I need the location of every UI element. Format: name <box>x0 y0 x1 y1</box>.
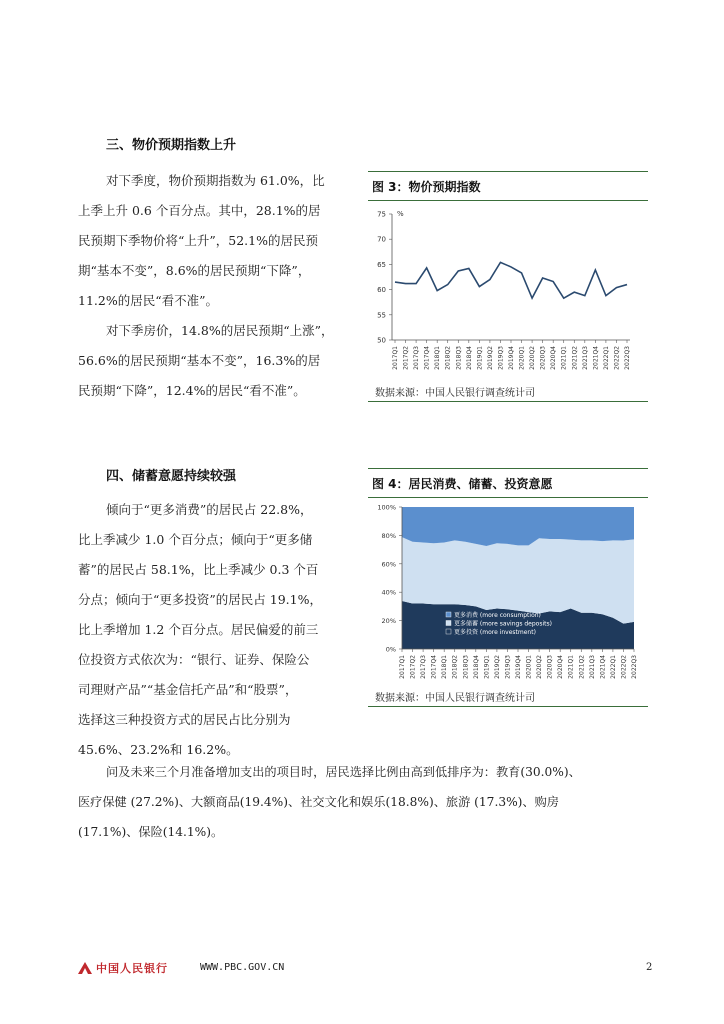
figure-3-source: 数据来源：中国人民银行调查统计司 <box>375 388 535 399</box>
x-tick-label: 2020Q3 <box>539 346 547 370</box>
text-line: 对下季度，物价预期指数为 61.0%，比 <box>106 173 325 188</box>
x-tick-label: 2017Q3 <box>413 346 421 370</box>
x-tick-label: 2021Q2 <box>571 346 579 370</box>
x-tick-label: 2017Q1 <box>392 346 399 370</box>
text-line: 45.6%、23.2%和 16.2%。 <box>78 742 239 757</box>
x-tick-label: 2019Q3 <box>497 346 505 370</box>
section-4-paragraph <box>78 495 352 765</box>
y-tick-label: 55 <box>377 311 386 320</box>
area-series <box>402 507 634 546</box>
figure-3 <box>368 171 648 201</box>
y-tick-label: 50 <box>377 336 386 345</box>
x-tick-label: 2021Q3 <box>588 655 596 679</box>
x-tick-label: 2018Q3 <box>455 346 463 370</box>
footer-logo-text: 中国人民银行 <box>96 962 168 975</box>
section-3-heading: 三、物价预期指数上升 <box>106 138 237 153</box>
x-tick-label: 2018Q4 <box>465 346 473 370</box>
text-line: 对下季房价，14.8%的居民预期“上涨”， <box>106 323 334 338</box>
x-tick-label: 2020Q1 <box>525 655 533 679</box>
y-tick-label: 40% <box>381 588 396 597</box>
text-line: 比上季减少 1.0 个百分点；倾向于“更多储 <box>78 532 313 547</box>
x-tick-label: 2021Q3 <box>581 346 589 370</box>
x-tick-label: 2019Q4 <box>508 346 515 370</box>
x-tick-label: 2022Q1 <box>602 346 610 370</box>
y-tick-label: 70 <box>377 235 386 244</box>
text-line: 问及未来三个月准备增加支出的项目时，居民选择比例由高到低排序为：教育(30.0%)、 <box>106 765 581 779</box>
y-tick-label: 80% <box>381 531 396 540</box>
x-tick-label: 2020Q4 <box>557 655 565 679</box>
legend-label: 更多储蓄 (more savings deposits) <box>454 620 552 628</box>
x-tick-label: 2022Q3 <box>631 655 638 679</box>
x-tick-label: 2021Q1 <box>567 655 575 679</box>
section-4-heading: 四、储蓄意愿持续较强 <box>106 469 237 484</box>
x-tick-label: 2020Q2 <box>529 346 537 370</box>
y-tick-label: 60% <box>381 560 396 569</box>
y-tick-label: 60 <box>377 286 386 295</box>
y-tick-label: 20% <box>381 617 396 626</box>
x-tick-label: 2017Q2 <box>402 346 410 370</box>
section-3-paragraph-2 <box>78 316 352 406</box>
text-line: 医疗保健 (27.2%)、大额商品(19.4%)、社交文化和娱乐(18.8%)、旅游 (17.3%)、购房 <box>78 795 559 809</box>
x-tick-label: 2021Q4 <box>592 346 600 370</box>
x-tick-label: 2018Q3 <box>462 655 470 679</box>
text-line: 民预期“下降”，12.4%的居民“看不准”。 <box>78 383 306 398</box>
text-line: 期“基本不变”，8.6%的居民预期“下降”， <box>78 263 311 278</box>
text-line: 倾向于“更多消费”的居民占 22.8%， <box>106 502 313 517</box>
legend-swatch <box>446 612 451 617</box>
text-line: 上季上升 0.6 个百分点。其中，28.1%的居 <box>78 203 321 218</box>
x-tick-label: 2018Q2 <box>451 655 459 679</box>
x-tick-label: 2020Q3 <box>546 655 554 679</box>
x-tick-label: 2019Q2 <box>493 655 501 679</box>
x-tick-label: 2022Q1 <box>609 655 617 679</box>
figure-4 <box>368 468 648 498</box>
x-tick-label: 2019Q4 <box>515 655 522 679</box>
legend-label: 更多消费 (more consumption) <box>454 612 541 619</box>
text-line: (17.1%)、保险(14.1%)。 <box>78 825 224 839</box>
x-tick-label: 2018Q1 <box>434 346 442 370</box>
x-tick-label: 2019Q1 <box>476 346 484 370</box>
pboc-emblem-icon <box>78 962 92 974</box>
text-line: 位投资方式依次为：“银行、证券、保险公 <box>78 652 310 667</box>
text-line: 11.2%的居民“看不准”。 <box>78 293 218 308</box>
x-tick-label: 2017Q4 <box>423 346 431 370</box>
closing-paragraph <box>78 757 652 847</box>
legend-swatch <box>446 621 451 626</box>
figure-4-chart <box>368 499 648 685</box>
x-tick-label: 2019Q1 <box>483 655 491 679</box>
x-tick-label: 2018Q2 <box>444 346 452 370</box>
page-number: 2 <box>646 962 653 973</box>
x-tick-label: 2021Q4 <box>599 655 607 679</box>
text-line: 比上季增加 1.2 个百分点。居民偏爱的前三 <box>78 622 319 637</box>
series-line-price-expectation <box>395 262 627 298</box>
legend-swatch <box>446 629 451 634</box>
x-tick-label: 2018Q1 <box>441 655 449 679</box>
legend-label: 更多投资 (more investment) <box>454 629 536 636</box>
text-line: 分点；倾向于“更多投资”的居民占 19.1%， <box>78 592 322 607</box>
x-tick-label: 2017Q1 <box>399 655 406 679</box>
x-tick-label: 2018Q4 <box>472 655 480 679</box>
x-tick-label: 2019Q2 <box>486 346 494 370</box>
y-tick-label: 0% <box>385 645 396 654</box>
x-tick-label: 2020Q4 <box>550 346 558 370</box>
text-line: 司理财产品”“基金信托产品”和“股票”， <box>78 682 298 697</box>
x-tick-label: 2022Q2 <box>613 346 621 370</box>
y-tick-label: 100% <box>377 503 396 512</box>
text-line: 选择这三种投资方式的居民占比分别为 <box>78 712 291 727</box>
x-tick-label: 2021Q1 <box>560 346 568 370</box>
figure-4-bottom-rule <box>368 706 648 707</box>
text-line: 56.6%的居民预期“基本不变”，16.3%的居 <box>78 353 321 368</box>
x-tick-label: 2020Q1 <box>518 346 526 370</box>
figure-4-title: 图 4：居民消费、储蓄、投资意愿 <box>368 469 648 498</box>
figure-4-source: 数据来源：中国人民银行调查统计司 <box>375 693 535 704</box>
figure-3-title: 图 3：物价预期指数 <box>368 172 648 201</box>
x-tick-label: 2022Q3 <box>624 346 631 370</box>
x-tick-label: 2020Q2 <box>536 655 544 679</box>
text-line: 蓄”的居民占 58.1%，比上季减少 0.3 个百 <box>78 562 319 577</box>
y-axis-unit: % <box>397 210 404 218</box>
footer-url[interactable]: WWW.PBC.GOV.CN <box>200 962 285 973</box>
text-line: 民预期下季物价将“上升”，52.1%的居民预 <box>78 233 318 248</box>
figure-3-chart <box>368 202 648 380</box>
x-tick-label: 2017Q3 <box>420 655 428 679</box>
section-3-paragraph-1 <box>78 166 352 316</box>
y-tick-label: 75 <box>377 210 386 219</box>
x-tick-label: 2017Q4 <box>430 655 438 679</box>
figure-3-bottom-rule <box>368 401 648 402</box>
footer-logo <box>78 960 168 976</box>
x-tick-label: 2019Q3 <box>504 655 512 679</box>
x-tick-label: 2017Q2 <box>409 655 417 679</box>
y-tick-label: 65 <box>377 260 386 269</box>
x-tick-label: 2021Q2 <box>578 655 586 679</box>
x-tick-label: 2022Q2 <box>620 655 628 679</box>
